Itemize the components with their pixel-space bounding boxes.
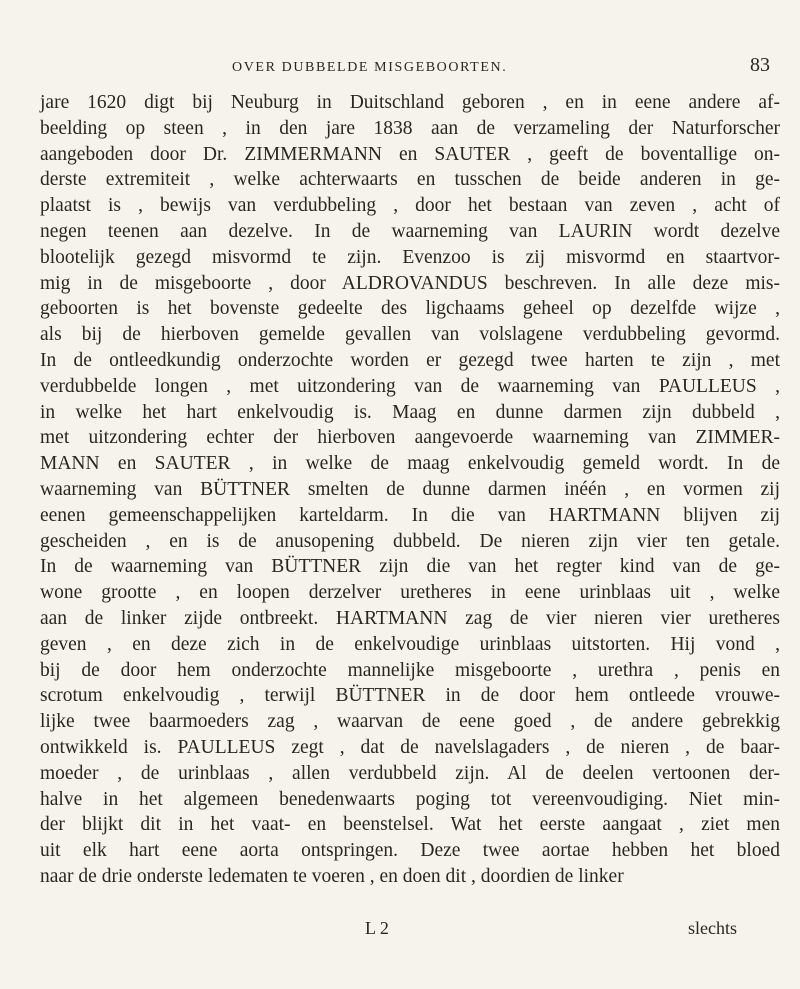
text-line: blootelijk gezegd misvormd te zijn. Evenzoo is zij misvormd en staartvor- <box>40 246 780 268</box>
body-text <box>40 90 780 890</box>
text-line: aangeboden door Dr. ZIMMERMANN en SAUTER , geeft de boventallige on- <box>40 143 780 165</box>
text-line: lijke twee baarmoeders zag , waarvan de eene goed , de andere gebrekkig <box>40 711 780 733</box>
text-line: verdubbelde longen , met uitzondering van de waarneming van PAULLEUS , <box>40 375 780 397</box>
page-header <box>0 54 800 90</box>
text-line: halve in het algemeen benedenwaarts poging tot vereenvoudiging. Niet min- <box>40 788 780 810</box>
signature-mark: L 2 <box>365 918 389 938</box>
text-line: jare 1620 digt bij Neuburg in Duitschland geboren , en in eene andere af- <box>40 92 780 113</box>
text-line: In de ontleedkundig onderzochte worden er gezegd twee harten te zijn , met <box>40 349 780 371</box>
text-line: naar de drie onderste ledematen te voeren , en doen dit , doordien de linker <box>40 865 624 887</box>
running-title: OVER DUBBELDE MISGEBOORTEN. <box>232 60 508 75</box>
text-line: geven , en deze zich in de enkelvoudige urinblaas uitstorten. Hij vond , <box>40 633 780 655</box>
text-line: negen teenen aan dezelve. In de waarneming van LAURIN wordt dezelve <box>40 220 780 242</box>
text-line: scrotum enkelvoudig , terwijl BÜTTNER in de door hem ontleede vrouwe- <box>40 685 780 707</box>
text-line: in welke het hart enkelvoudig is. Maag en dunne darmen zijn dubbeld , <box>40 401 780 423</box>
text-line: uit elk hart eene aorta ontspringen. Deze twee aortae hebben het bloed <box>40 840 780 862</box>
text-line: mig in de misgeboorte , door ALDROVANDUS beschreven. In alle deze mis- <box>40 272 780 294</box>
text-line: beelding op steen , in den jare 1838 aan de verzameling der Naturforscher <box>40 117 780 139</box>
text-line: bij de door hem onderzochte mannelijke misgeboorte , urethra , penis en <box>40 659 780 681</box>
text-line: geboorten is het bovenste gedeelte des ligchaams geheel op dezelfde wijze , <box>40 298 780 320</box>
text-line: aan de linker zijde ontbreekt. HARTMANN zag de vier nieren vier uretheres <box>40 607 780 629</box>
text-line: gescheiden , en is de anusopening dubbeld. De nieren zijn vier ten getale. <box>40 530 780 552</box>
text-line: derste extremiteit , welke achterwaarts en tusschen de beide anderen in ge- <box>40 169 780 191</box>
text-line: moeder , de urinblaas , allen verdubbeld zijn. Al de deelen vertoonen der- <box>40 762 780 784</box>
text-line: ontwikkeld is. PAULLEUS zegt , dat de navelslagaders , de nieren , de baar- <box>40 736 780 758</box>
text-line: wone grootte , en loopen derzelver uretheres in eene urinblaas uit , welke <box>40 582 780 604</box>
catchword: slechts <box>688 918 737 938</box>
text-line: eenen gemeenschappelijken karteldarm. In die van HARTMANN blijven zij <box>40 504 780 526</box>
text-line: der blijkt dit in het vaat- en beenstelsel. Wat het eerste aangaat , ziet men <box>40 814 780 836</box>
text-line: In de waarneming van BÜTTNER zijn die van het regter kind van de ge- <box>40 556 780 578</box>
text-line: met uitzondering echter der hierboven aangevoerde waarneming van ZIMMER- <box>40 427 780 449</box>
page-footer <box>0 918 800 944</box>
text-line: waarneming van BÜTTNER smelten de dunne darmen inéén , en vormen zij <box>40 478 780 500</box>
text-line: als bij de hierboven gemelde gevallen van volslagene verdubbeling gevormd. <box>40 324 780 346</box>
page-number: 83 <box>750 54 770 76</box>
text-line: plaatst is , bewijs van verdubbeling , door het bestaan van zeven , acht of <box>40 195 780 217</box>
text-line: MANN en SAUTER , in welke de maag enkelvoudig gemeld wordt. In de <box>40 453 780 475</box>
